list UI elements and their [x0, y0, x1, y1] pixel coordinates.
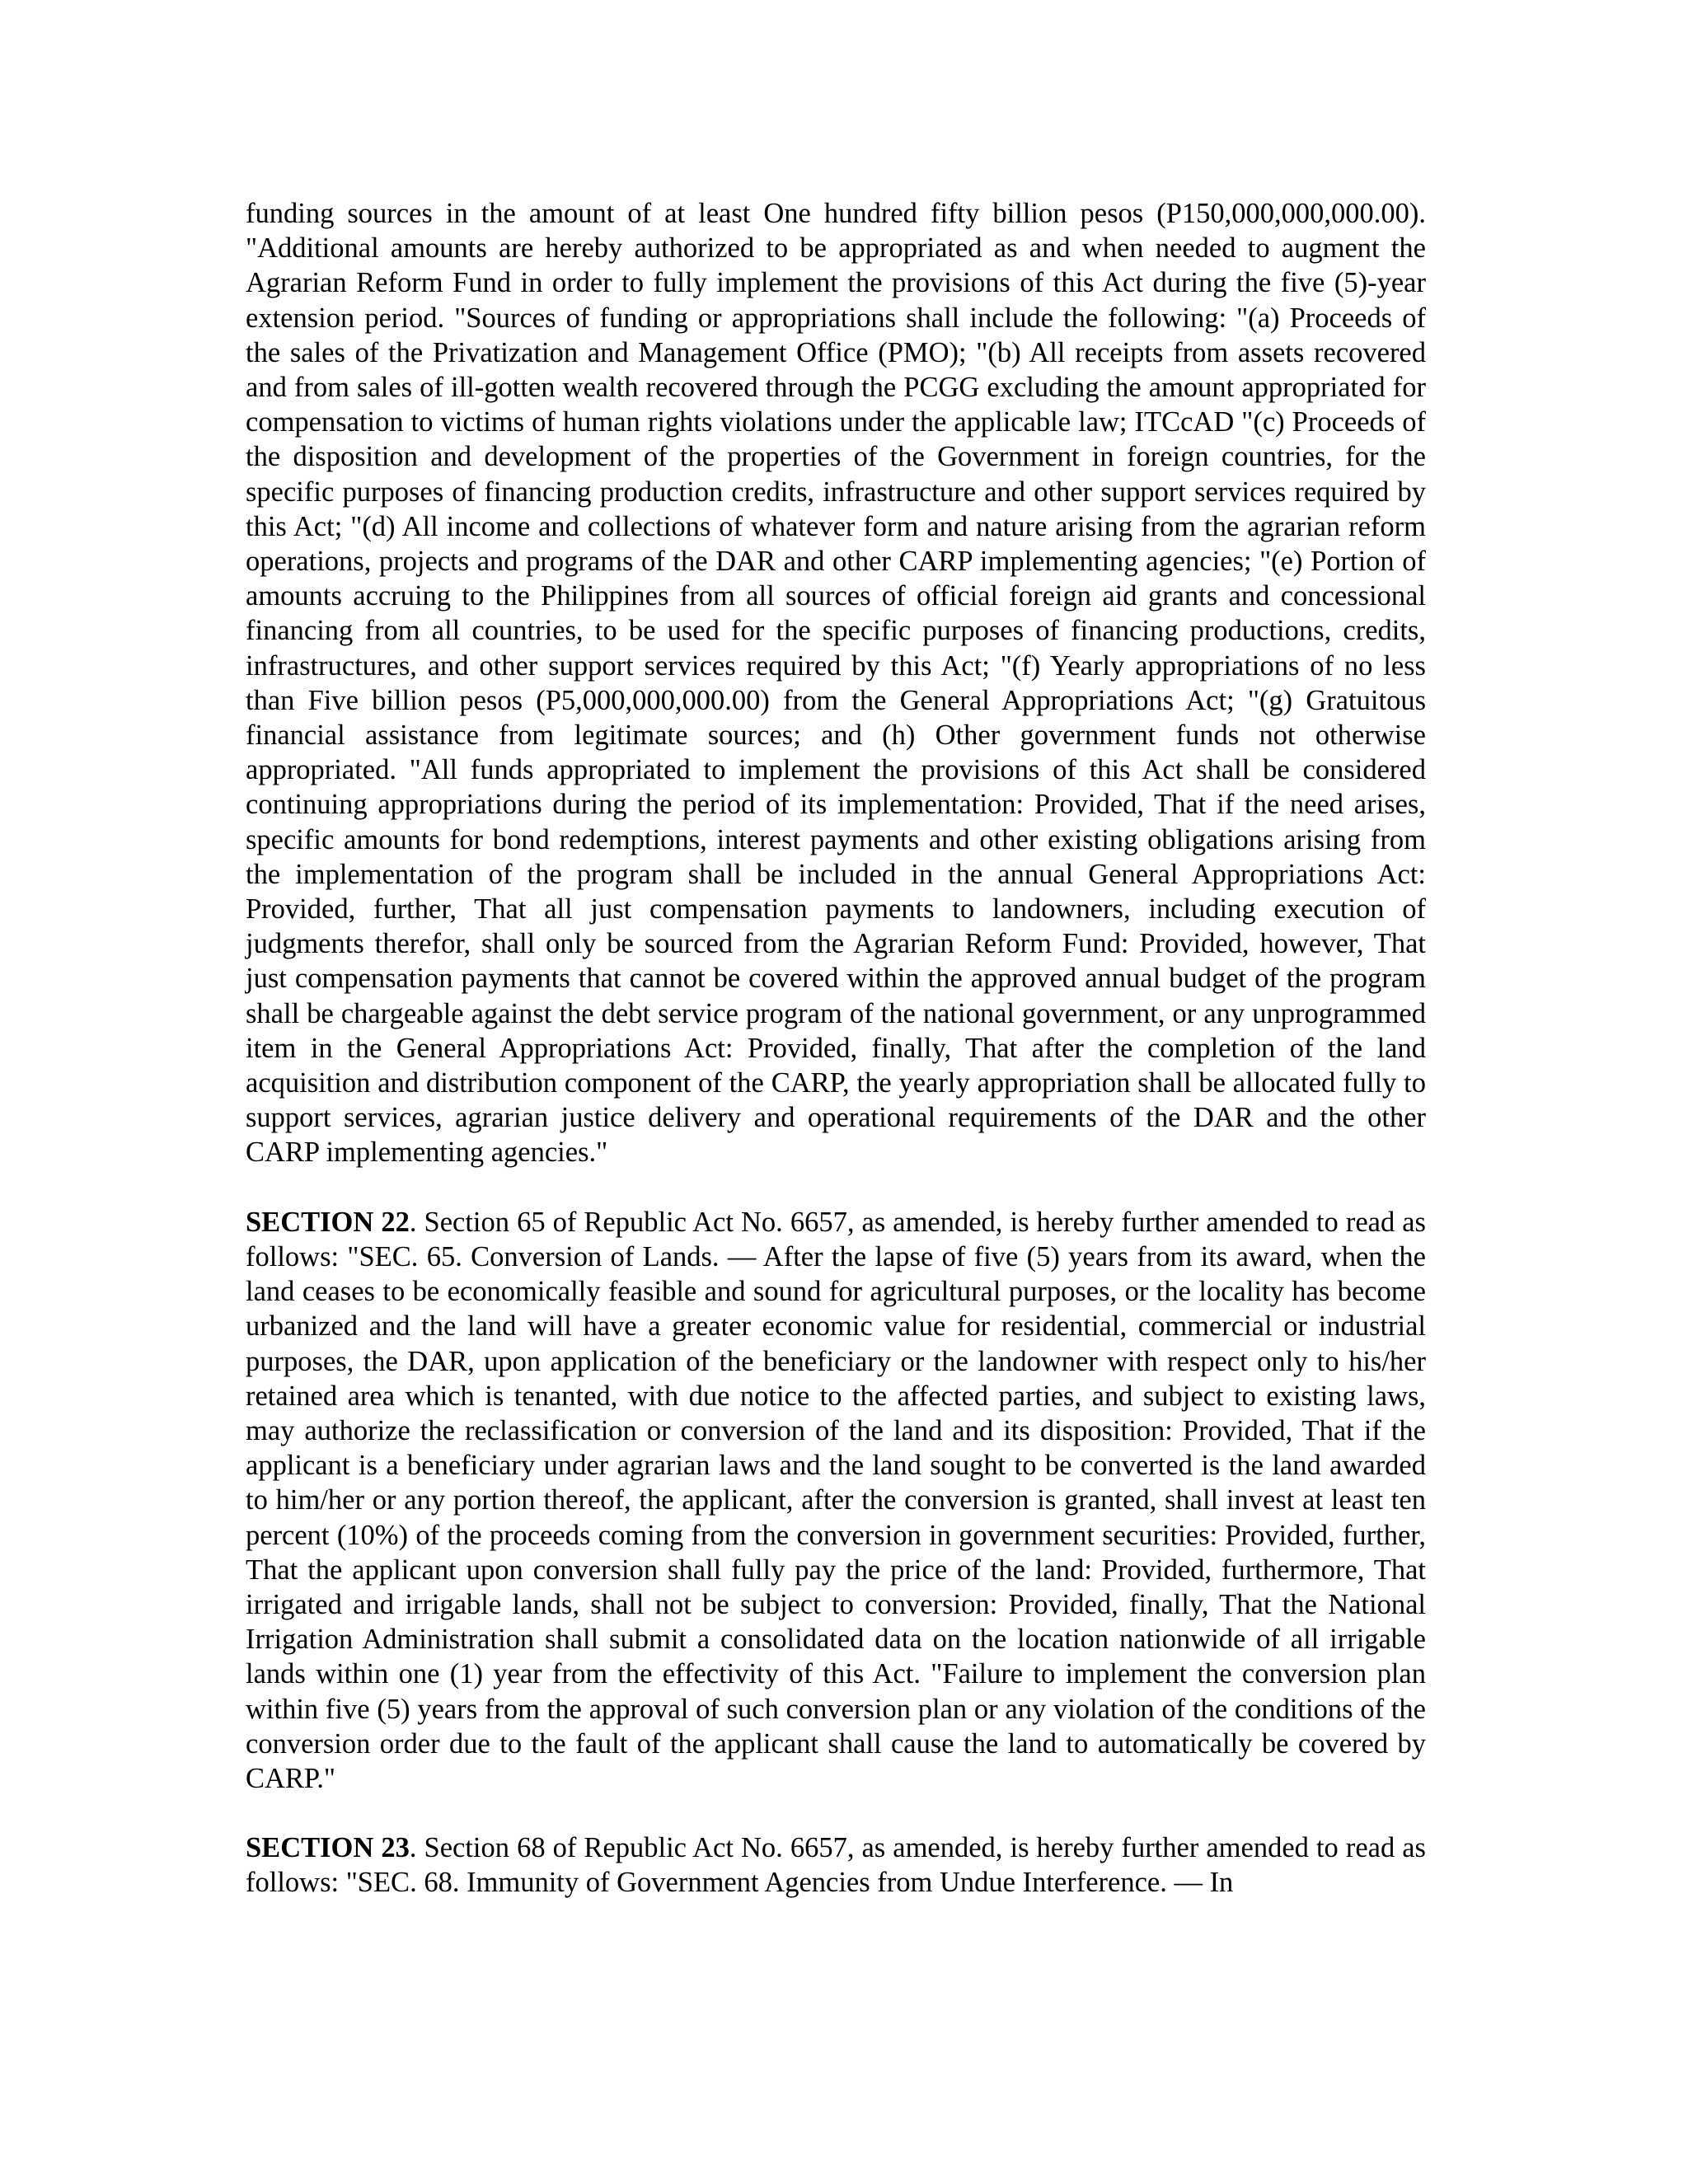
paragraph-text: . Section 68 of Republic Act No. 6657, as amended, is hereby further amended to read as follows: "SEC. 68. Immunity of Government Agencies from Undue Interference. — In — [246, 1832, 1426, 1899]
paragraph-section-23 — [246, 1830, 1426, 1900]
paragraph-text: . Section 65 of Republic Act No. 6657, as amended, is hereby further amended to read as follows: "SEC. 65. Conversion of Lands. — After the lapse of five (5) years from its award, when the land ceases to be economically feasible and sound for agricultural purposes, or the locality has become urbanized and the land will have a greater economic value for residential, commercial or industrial purposes, the DAR, upon application of the beneficiary or the landowner with respect only to his/her retained area which is tenanted, with due notice to the affected parties, and subject to existing laws, may authorize the reclassification or conversion of the land and its disposition: Provided, That if the applicant is a beneficiary under agrarian laws and the land sought to be converted is the land awarded to him/her or any portion thereof, the applicant, after the conversion is granted, shall invest at least ten percent (10%) of the proceeds coming from the conversion in government securities: Provided, further, That the applicant upon conversion shall fully pay the price of the land: Provided, furthermore, That irrigated and irrigable lands, shall not be subject to conversion: Provided, finally, That the National Irrigation Administration shall submit a consolidated data on the location nationwide of all irrigable lands within one (1) year from the effectivity of this Act. "Failure to implement the conversion plan within five (5) years from the approval of such conversion plan or any violation of the conditions of the conversion order due to the fault of the applicant shall cause the land to automatically be covered by CARP." — [246, 1206, 1426, 1794]
paragraph-section-22 — [246, 1205, 1426, 1796]
section-heading: SECTION 22 — [246, 1206, 410, 1238]
section-heading: SECTION 23 — [246, 1832, 410, 1864]
paragraph-funding-sources — [246, 196, 1426, 1170]
paragraph-text: funding sources in the amount of at least One hundred fifty billion pesos (P150,000,000,000.00). "Additional amounts are hereby authorized to be appropriated as and when needed to augment the Agrarian Reform Fund in order to fully implement the provisions of this Act during the five (5)-year extension period. "Sources of funding or appropriations shall include the following: "(a) Proceeds of the sales of the Privatization and Management Office (PMO); "(b) All receipts from assets recovered and from sales of ill-gotten wealth recovered through the PCGG excluding the amount appropriated for compensation to victims of human rights violations under the applicable law; ITCcAD "(c) Proceeds of the disposition and development of the properties of the Government in foreign countries, for the specific purposes of financing production credits, infrastructure and other support services required by this Act; "(d) All income and collections of whatever form and nature arising from the agrarian reform operations, projects and programs of the DAR and other CARP implementing agencies; "(e) Portion of amounts accruing to the Philippines from all sources of official foreign aid grants and concessional financing from all countries, to be used for the specific purposes of financing productions, credits, infrastructures, and other support services required by this Act; "(f) Yearly appropriations of no less than Five billion pesos (P5,000,000,000.00) from the General Appropriations Act; "(g) Gratuitous financial assistance from legitimate sources; and (h) Other government funds not otherwise appropriated. "All funds appropriated to implement the provisions of this Act shall be considered continuing appropriations during the period of its implementation: Provided, That if the need arises, specific amounts for bond redemptions, interest payments and other existing obligations arising from the implementation of the program shall be included in the annual General Appropriations Act: Provided, further, That all just compensation payments to landowners, including execution of judgments therefor, shall only be sourced from the Agrarian Reform Fund: Provided, however, That just compensation payments that cannot be covered within the approved annual budget of the program shall be chargeable against the debt service program of the national government, or any unprogrammed item in the General Appropriations Act: Provided, finally, That after the completion of the land acquisition and distribution component of the CARP, the yearly appropriation shall be allocated fully to support services, agrarian justice delivery and operational requirements of the DAR and the other CARP implementing agencies." — [246, 198, 1426, 1169]
document-body — [246, 196, 1426, 1900]
